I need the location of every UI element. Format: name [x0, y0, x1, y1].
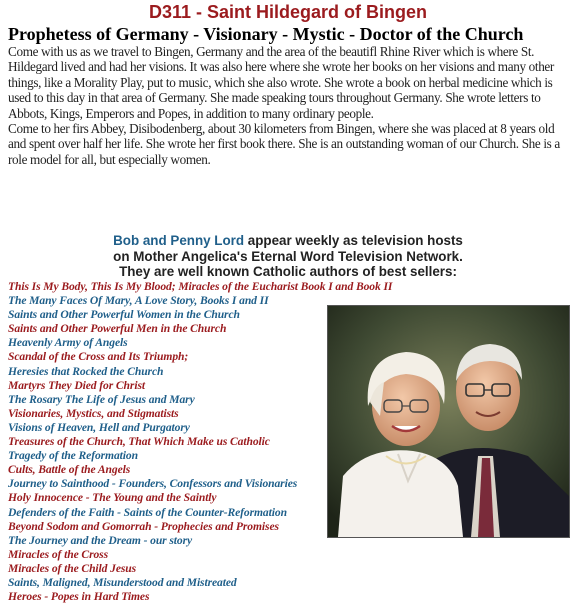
page-subtitle: Prophetess of Germany - Visionary - Mystic - Doctor of the Church [8, 24, 524, 44]
book-title: Miracles of the Cross [8, 547, 108, 561]
description [8, 44, 568, 167]
book-title: Visionaries, Mystics, and Stigmatists [8, 406, 179, 420]
authors-photo-image [328, 306, 569, 537]
authors-line-1-rest: appear weekly as television hosts [244, 233, 463, 248]
book-title: The Rosary The Life of Jesus and Mary [8, 392, 195, 406]
book-title: Holy Innocence - The Young and the Saintly [8, 491, 217, 505]
authors-photo [327, 305, 570, 538]
book-title: This Is My Body, This Is My Blood; Miracles of the Eucharist Book I and Book II [8, 280, 393, 293]
authors-line-2: on Mother Angelica's Eternal Word Television Network. [113, 248, 463, 264]
book-title: Heavenly Army of Angels [8, 336, 128, 350]
book-title: Defenders of the Faith - Saints of the Counter-Reformation [8, 505, 287, 519]
authors-line-1 [0, 233, 576, 249]
description-paragraph-1: Come with us as we travel to Bingen, Germany and the area of the beautifl Rhine River which is where St. Hildegard lived and had her visions. It was also here where she wrote her books on her visions and many other things, like a Morality Play, put to music, which she also wrote. She wrote a book on herbal medicine which is used to this day in that area of Germany. She made speaking tours throughout Germany. She wrote letters to Abbots, Kings, Emperors and Popes, in addition to many ordinary people. [8, 44, 554, 121]
book-title: Treasures of the Church, That Which Make us Catholic [8, 435, 270, 449]
book-title: Martyrs They Died for Christ [8, 378, 145, 392]
book-title: Cults, Battle of the Angels [8, 463, 131, 477]
author-names: Bob and Penny Lord [113, 233, 245, 248]
book-title: Tragedy of the Reformation [8, 449, 138, 463]
authors-blurb [0, 233, 576, 280]
book-title: Saints, Maligned, Misunderstood and Mistreated [8, 575, 237, 589]
book-title: Heroes - Popes in Hard Times [8, 590, 150, 604]
book-title: The Many Faces Of Mary, A Love Story, Books I and II [8, 294, 269, 308]
authors-line-3: They are well known Catholic authors of best sellers: [119, 264, 457, 279]
page-title: D311 - Saint Hildegard of Bingen [148, 2, 428, 22]
book-title: Saints and Other Powerful Women in the Church [8, 308, 240, 322]
description-paragraph-2: Come to her firs Abbey, Disibodenberg, about 30 kilometers from Bingen, where she was placed at 8 years old and spent over half her life. She wrote her first book there. She is an outstanding woman of our Church. She is a role model for all, but especially women. [8, 121, 560, 167]
book-title: Saints and Other Powerful Men in the Church [8, 322, 227, 336]
book-title: Visions of Heaven, Hell and Purgatory [8, 420, 190, 434]
book-title: Scandal of the Cross and Its Triumph; [8, 350, 189, 364]
book-title: The Journey and the Dream - our story [8, 533, 193, 547]
book-title: Journey to Sainthood - Founders, Confessors and Visionaries [8, 477, 298, 491]
book-title: Beyond Sodom and Gomorrah - Prophecies and Promises [8, 519, 279, 533]
book-title: Heresies that Rocked the Church [8, 364, 164, 378]
book-title: Miracles of the Child Jesus [8, 561, 137, 575]
